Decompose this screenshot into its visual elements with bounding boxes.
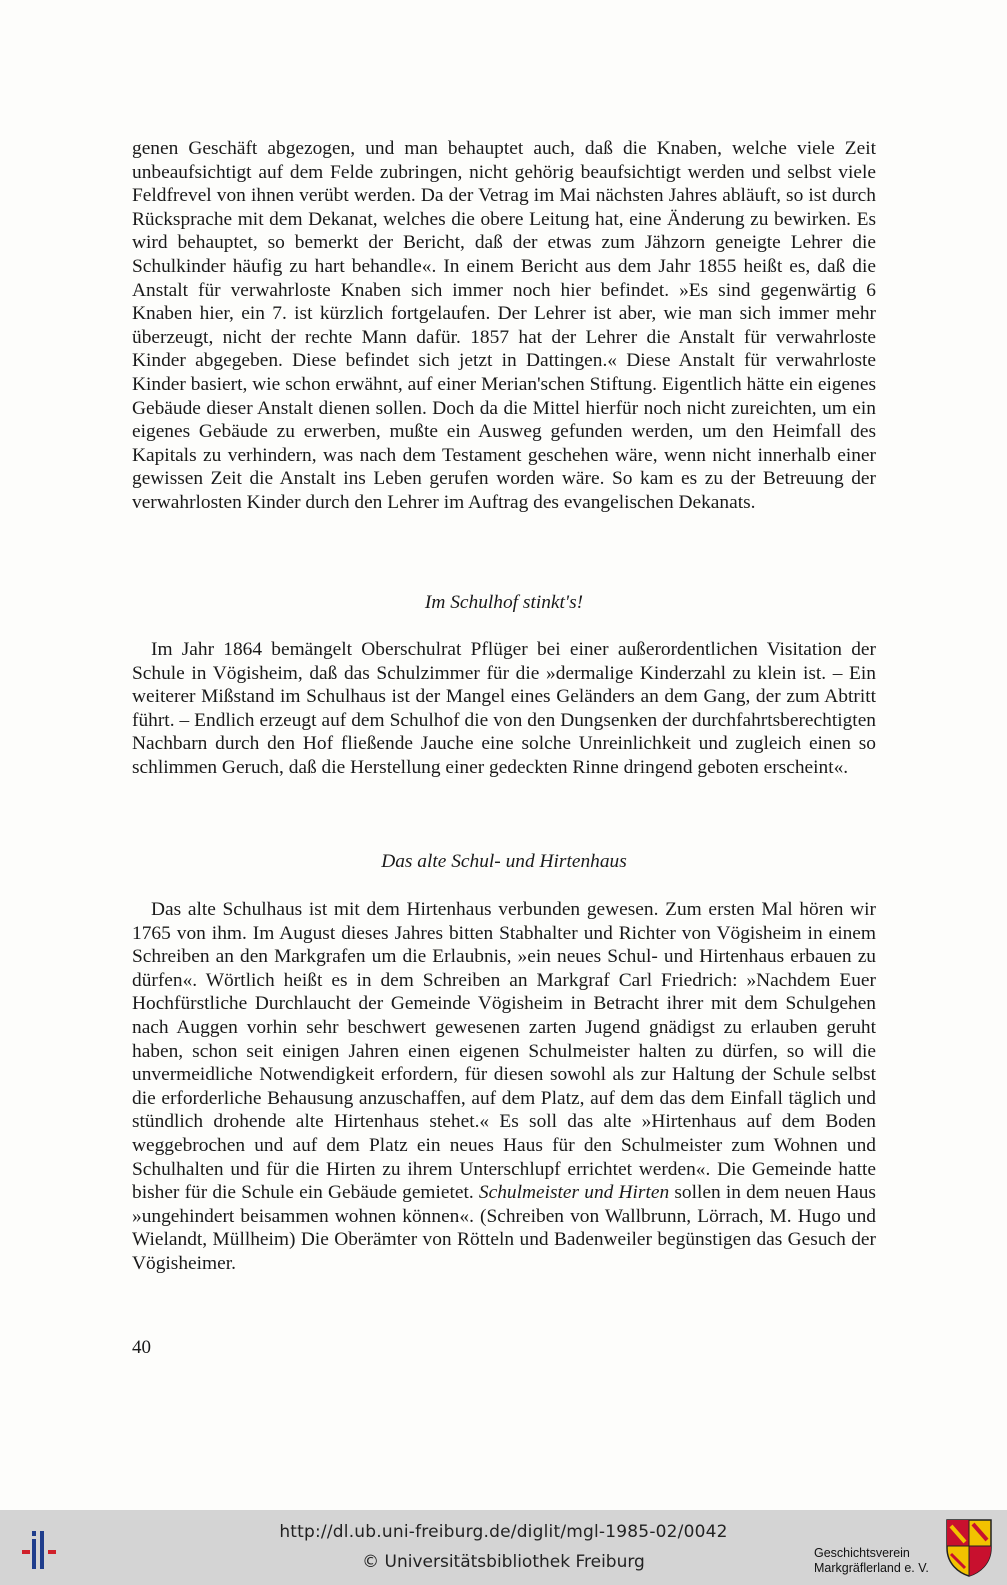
paragraph-2: Im Jahr 1864 bemängelt Oberschulrat Pflüger bei einer außerordentlichen Visitation der Schule in Vögisheim, daß das Schulzimmer für die »dermalige Kinderzahl zu klein ist. – Ein weiterer Mißstand im Schulhaus ist der Mangel eines Geländers an dem Gang, der zum Abtritt führt. – Endlich erzeugt auf dem Schulhof die von den Dungsenken der durchfahrtsberechtigten Nachbarn durch den Hof fließende Jauche eine solche Unreinlichkeit und zugleich einen so schlimmen Geruch, daß die Herstellung einer gedeckten Rinne dringend geboten erscheint«. (132, 639, 876, 778)
section-heading-schulhof: Im Schulhof stinkt's! (424, 592, 584, 613)
society-name-line2: Markgräflerland e. V. (814, 1561, 929, 1575)
page-number: 40 (132, 1337, 151, 1358)
paragraph-3-part-b: sollen in dem neuen Haus »ungehindert beisammen wohnen können«. (Schreiben von Wallbrunn, Lörrach, M. Hugo und Wielandt, Müllheim) Die Oberämter von Rötteln und Badenweiler begünstigen das Gesuch der Vögisheimer. (132, 1182, 876, 1274)
paragraph-1: genen Geschäft abgezogen, und man behauptet auch, daß die Knaben, welche viele Zeit unbeaufsichtigt auf dem Felde zubringen, nicht gehörig beaufsichtigt werden und selbst viele Feldfrevel von ihnen verübt werden. Da der Vetrag im Mai nächsten Jahres abläuft, so ist durch Rücksprache mit dem Dekanat, welches die obere Leitung hat, eine Änderung zu bewirken. Es wird behauptet, so bemerkt der Bericht, daß der etwas zum Jähzorn geneigte Lehrer die Schulkinder häufig zu hart behandle«. In einem Bericht aus dem Jahr 1855 heißt es, daß die Anstalt für verwahrloste Knaben sich immer noch hier befindet. »Es sind gegenwärtig 6 Knaben hier, ein 7. ist kürzlich fortgelaufen. Der Lehrer ist aber, wie man sich immer mehr überzeugt, nicht der rechte Mann dafür. 1857 hat der Lehrer die Anstalt für verwahrloste Kinder abgegeben. Diese befindet sich jetzt in Dattingen.« Diese Anstalt für verwahrloste Kinder basiert, wie schon erwähnt, auf einer Merian'schen Stiftung. Eigentlich hätte ein eigenes Gebäude dieser Anstalt dienen sollen. Doch da die Mittel hierfür noch nicht zureichten, um ein eigenes Gebäude zu erwerben, mußte ein Ausweg gefunden werden, um den Heimfall des Kapitals zu verhindern, was nach dem Testament geschehen wäre, wenn nicht innerhalb einer gewissen Zeit die Anstalt ins Leben gerufen worden wäre. So kam es zu der Betreuung der verwahrlosten Kinder durch den Lehrer im Auftrag des evangelischen Dekanats. (132, 138, 876, 513)
footer-bar (0, 1510, 1007, 1585)
coat-of-arms-icon (945, 1518, 993, 1578)
society-name-line1: Geschichtsverein (814, 1546, 910, 1560)
footer-url-link[interactable]: http://dl.ub.uni-freiburg.de/diglit/mgl-1985-02/0042 (279, 1522, 728, 1542)
society-name (814, 1546, 929, 1576)
body-text-bottom (132, 898, 876, 1276)
body-text-top (132, 137, 876, 515)
footer-copyright: © Universitätsbibliothek Freiburg (362, 1552, 645, 1572)
paragraph-3 (132, 898, 876, 1276)
paragraph-3-part-a: Das alte Schulhaus ist mit dem Hirtenhaus verbunden gewesen. Zum ersten Mal hören wir 1765 von ihm. Im August dieses Jahres bitten Stabhalter und Richter von Vögisheim in einem Schreiben an den Markgrafen um die Erlaubnis, »ein neues Schul- und Hirtenhaus erbauen zu dürfen«. Wörtlich heißt es in dem Schreiben an Markgraf Carl Friedrich: »Nachdem Euer Hochfürstliche Durchlaucht der Gemeinde Vögisheim in Betracht ihrer mit dem Schulgehen nach Auggen vorhin sehr beschwert gewesenen zarten Jugend gnädigst zu erlauben geruht haben, schon seit einigen Jahren einen eigenen Schulmeister halten zu dürfen, so will die unvermeidliche Notwendigkeit erfordern, für diesen sowohl als zur Haltung der Schule selbst die erforderliche Behausung anzuschaffen, auf dem Platz, auf dem das dem Einfall täglich und stündlich drohende alte Hirtenhaus stehet.« Es soll das alte »Hirtenhaus auf dem Boden weggebrochen und auf dem Platz ein neues Haus für den Schulmeister zum Wohnen und Schulhalten und für die Hirten zu ihrem Unterschlupf errichtet werden«. Die Gemeinde hatte bisher für die Schule ein Gebäude gemietet. (132, 899, 876, 1204)
paragraph-3-emphasis: Schulmeister und Hirten (478, 1182, 670, 1204)
section-heading-hirtenhaus: Das alte Schul- und Hirtenhaus (381, 851, 627, 872)
body-text-middle (132, 638, 876, 780)
